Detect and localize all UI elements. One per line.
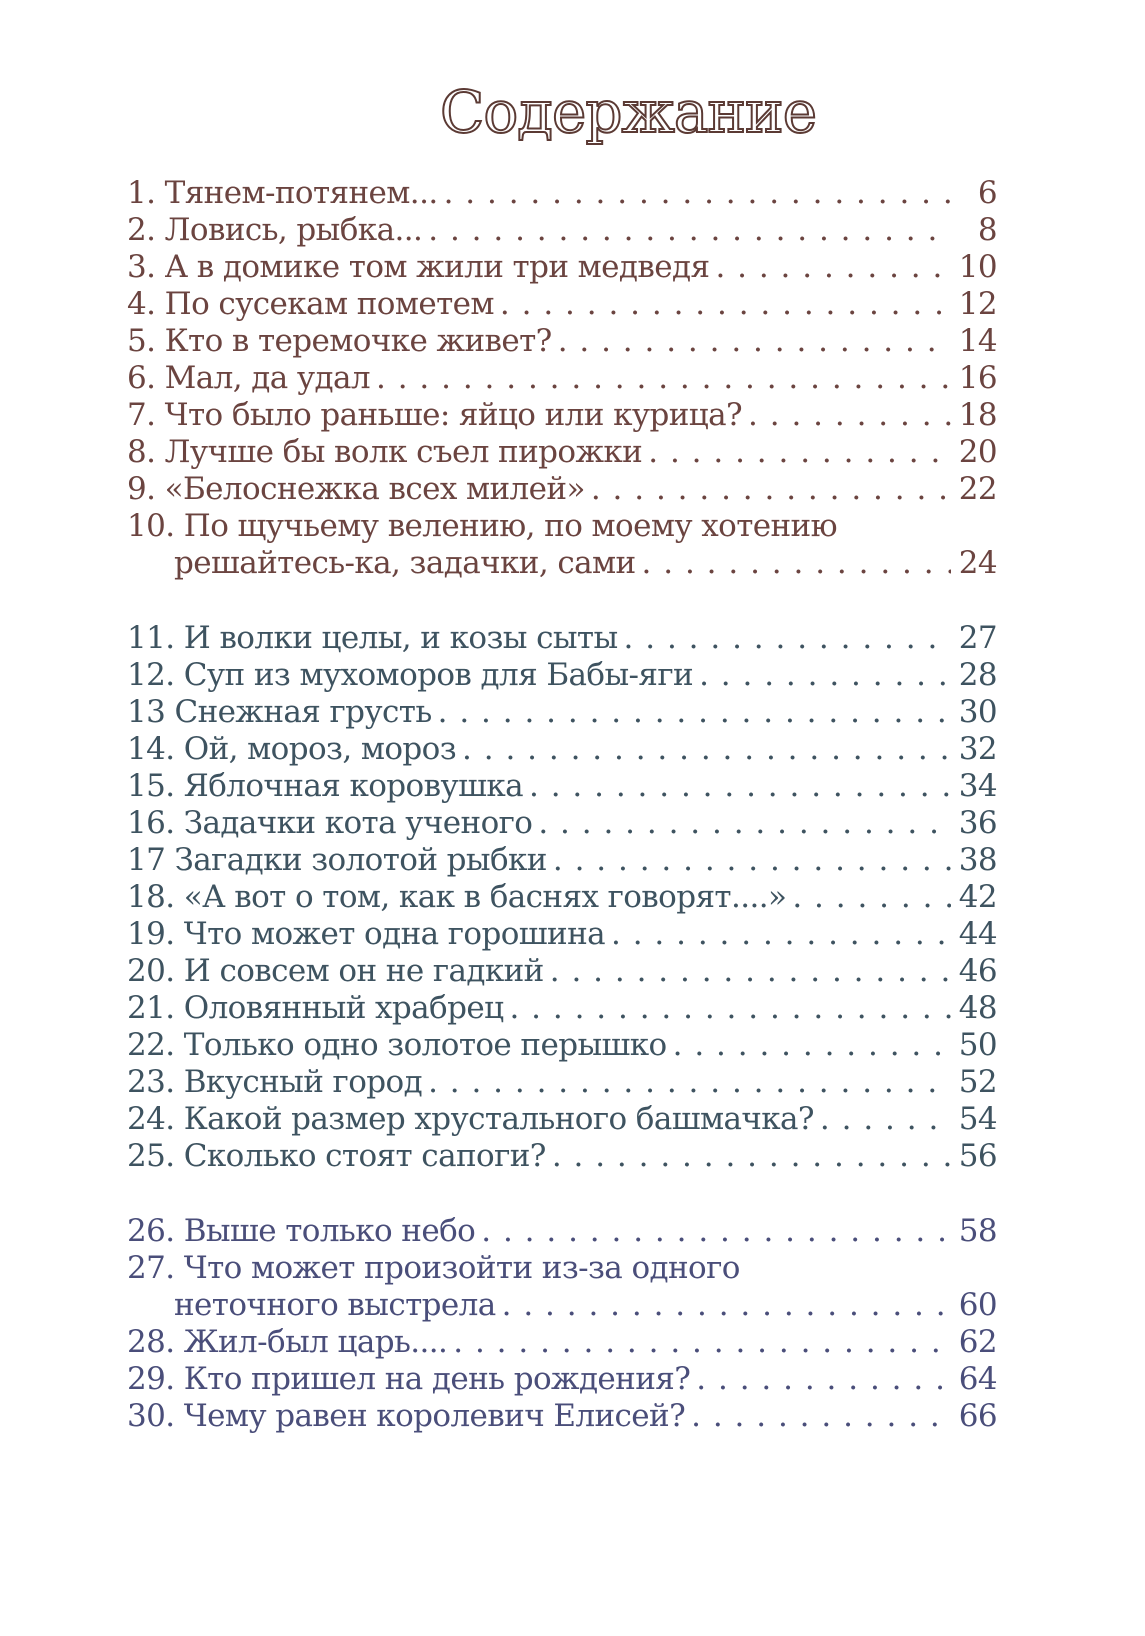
toc-page-number: 22 [958,471,997,507]
toc-entry-title: 28. Жил-был царь.... [127,1324,448,1360]
toc-entry-title: 14. Ой, мороз, мороз [127,731,457,767]
toc-entry[interactable] [127,471,997,508]
toc-entry-title: 30. Чему равен королевич Елисей? [127,1398,686,1434]
toc-entry[interactable] [127,249,997,286]
dot-leader [529,768,951,805]
toc-page-number: 66 [958,1398,997,1434]
dot-leader [538,805,951,842]
toc-entry[interactable] [127,805,997,842]
toc-page-number: 24 [958,545,997,581]
table-of-contents [127,175,997,1435]
toc-entry[interactable] [127,731,997,768]
toc-entry[interactable] [127,360,997,397]
dot-leader [438,694,951,731]
toc-entry[interactable] [127,1101,997,1138]
toc-entry-title: решайтесь-ка, задачки, сами [174,545,636,581]
toc-page-number: 8 [977,212,997,248]
toc-group-1 [127,175,997,582]
toc-entry[interactable] [127,1324,997,1361]
toc-entry-title: 16. Задачки кота ученого [127,805,533,841]
dot-leader [428,212,951,249]
toc-page-number: 30 [958,694,997,730]
toc-page-number: 42 [958,879,997,915]
dot-leader [715,249,951,286]
toc-page-number: 50 [958,1027,997,1063]
page-title: Содержание [440,78,817,146]
dot-leader [453,1324,951,1361]
dot-leader [481,1213,951,1250]
toc-page-number: 10 [958,249,997,285]
toc-page-number: 62 [958,1324,997,1360]
toc-entry-title: 25. Сколько стоят сапоги? [127,1138,546,1174]
toc-entry[interactable] [127,286,997,323]
toc-entry[interactable] [127,1398,997,1435]
toc-page-number: 12 [958,286,997,322]
toc-page-number: 36 [958,805,997,841]
toc-entry-title: 19. Что может одна горошина [127,916,606,952]
dot-leader [500,286,951,323]
dot-leader [699,657,951,694]
toc-entry[interactable] [127,1138,997,1175]
toc-entry-title: 26. Выше только небо [127,1213,476,1249]
toc-entry[interactable] [127,212,997,249]
toc-page-number: 28 [958,657,997,693]
dot-leader [558,323,951,360]
dot-leader [550,953,951,990]
toc-entry-title: 7. Что было раньше: яйцо или курица? [127,397,743,433]
toc-entry[interactable] [127,879,997,916]
toc-entry[interactable] [127,1361,997,1398]
dot-leader [611,916,951,953]
dot-leader [820,1101,951,1138]
toc-entry-title: 4. По сусекам пометем [127,286,494,322]
toc-entry-title: 24. Какой размер хрустального башмачка? [127,1101,814,1137]
toc-entry[interactable] [127,1287,997,1324]
toc-page-number: 46 [958,953,997,989]
toc-entry-title-line1[interactable]: 27. Что может произойти из-за одного [127,1250,740,1286]
dot-leader [376,360,951,397]
toc-entry-title: 18. «А вот о том, как в баснях говорят....» [127,879,787,915]
toc-page-number: 16 [958,360,997,396]
toc-entry[interactable] [127,175,997,212]
toc-page-number: 14 [958,323,997,359]
toc-entry-title: 8. Лучше бы волк съел пирожки [127,434,643,470]
toc-entry[interactable] [127,434,997,471]
toc-entry[interactable] [127,694,997,731]
toc-page-number: 56 [958,1138,997,1174]
toc-page-number: 44 [958,916,997,952]
toc-entry-title: 23. Вкусный город [127,1064,423,1100]
toc-page-number: 54 [958,1101,997,1137]
toc-page-number: 32 [958,731,997,767]
toc-entry-title: 15. Яблочная коровушка [127,768,523,804]
toc-page-number: 52 [958,1064,997,1100]
toc-group-2 [127,620,997,1175]
toc-entry[interactable] [127,657,997,694]
dot-leader [748,397,951,434]
toc-entry[interactable] [127,916,997,953]
toc-entry[interactable] [127,990,997,1027]
toc-page-number: 60 [958,1287,997,1323]
toc-entry-title: 17 Загадки золотой рыбки [127,842,547,878]
dot-leader [673,1027,951,1064]
toc-page-number: 18 [958,397,997,433]
toc-entry-title: 2. Ловись, рыбка... [127,212,423,248]
dot-leader [591,471,951,508]
toc-page-number: 34 [958,768,997,804]
dot-leader [553,842,951,879]
toc-entry[interactable] [127,1064,997,1101]
toc-entry[interactable] [127,768,997,805]
dot-leader [624,620,951,657]
dot-leader [792,879,951,916]
toc-page-number: 6 [977,175,997,211]
toc-entry[interactable] [127,1027,997,1064]
dot-leader [696,1361,951,1398]
toc-entry-title: неточного выстрела [174,1287,496,1323]
toc-group-3 [127,1213,997,1435]
toc-entry-title: 9. «Белоснежка всех милей» [127,471,585,507]
toc-entry[interactable] [127,842,997,879]
toc-entry-title: 11. И волки целы, и козы сыты [127,620,618,656]
toc-entry[interactable] [127,323,997,360]
toc-entry[interactable] [127,397,997,434]
toc-entry-title: 29. Кто пришел на день рождения? [127,1361,691,1397]
toc-page-number: 38 [958,842,997,878]
toc-page-number: 27 [958,620,997,656]
dot-leader [691,1398,951,1435]
dot-leader [428,1064,951,1101]
dot-leader [462,731,951,768]
toc-entry-title: 21. Оловянный храбрец [127,990,504,1026]
toc-entry[interactable] [127,545,997,582]
toc-entry-title: 20. И совсем он не гадкий [127,953,544,989]
toc-entry-title: 22. Только одно золотое перышко [127,1027,667,1063]
toc-entry[interactable] [127,953,997,990]
dot-leader [648,434,951,471]
toc-entry-title: 12. Суп из мухоморов для Бабы-яги [127,657,694,693]
toc-entry[interactable] [127,620,997,657]
dot-leader [509,990,951,1027]
toc-entry-title-line1[interactable]: 10. По щучьему велению, по моему хотению [127,508,838,544]
toc-entry-title: 3. А в домике том жили три медведя [127,249,710,285]
toc-entry-title: 1. Тянем-потянем... [127,175,438,211]
dot-leader [502,1287,951,1324]
toc-page-number: 20 [958,434,997,470]
toc-entry-title: 6. Мал, да удал [127,360,370,396]
toc-entry[interactable] [127,1213,997,1250]
toc-entry-title: 13 Снежная грусть [127,694,432,730]
toc-page-number: 58 [958,1213,997,1249]
dot-leader [642,545,951,582]
toc-page-number: 48 [958,990,997,1026]
dot-leader [444,175,951,212]
toc-entry-title: 5. Кто в теремочке живет? [127,323,552,359]
toc-page-number: 64 [958,1361,997,1397]
dot-leader [552,1138,951,1175]
